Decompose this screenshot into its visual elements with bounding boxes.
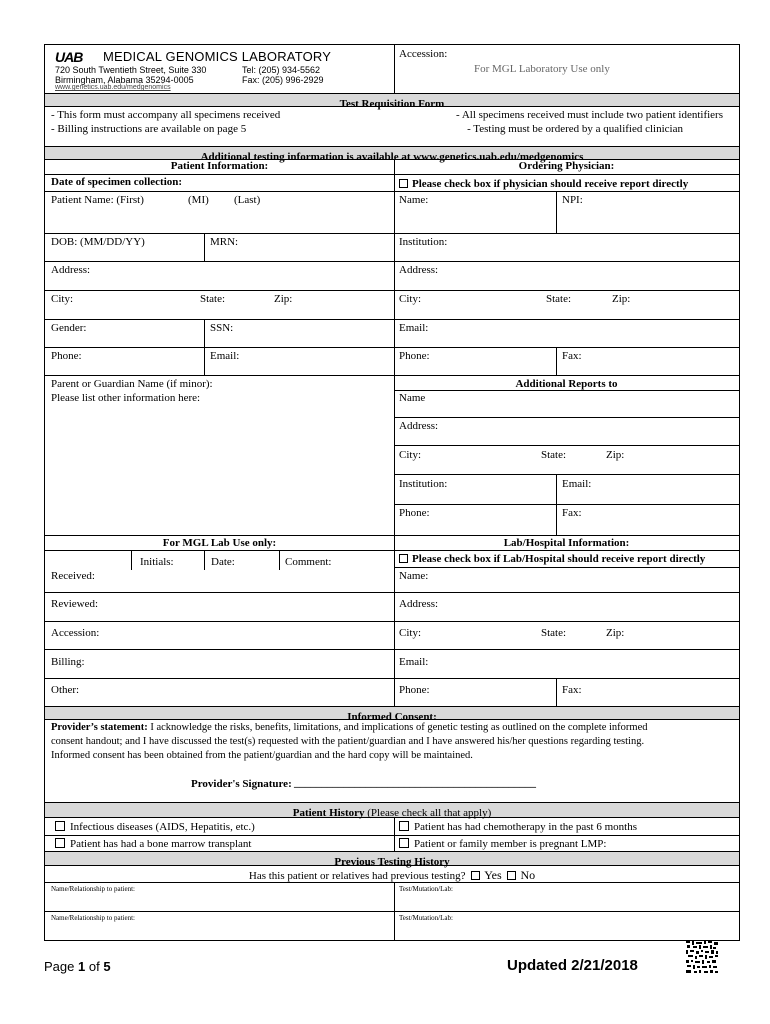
previous-testing-no-label: No: [520, 868, 536, 882]
physician-state-label: State:: [546, 293, 572, 305]
accession-label: Accession:: [399, 48, 448, 60]
lab-hospital-address-label: Address:: [399, 598, 439, 610]
dob-label: DOB: (MM/DD/YY): [51, 236, 145, 248]
additional-info-note: Additional testing information is available at www.genetics.uab.edu/medgenomics: [200, 151, 584, 163]
physician-institution-label: Institution:: [399, 236, 448, 248]
patient-name-mi-label: (MI): [188, 194, 209, 206]
additional-phone-label: Phone:: [399, 507, 430, 519]
barcode-icon: [686, 941, 718, 973]
additional-zip-label: Zip:: [606, 449, 625, 461]
patient-name-first-label: Patient Name: (First): [51, 194, 144, 206]
previous-testing-yes-label: Yes: [484, 868, 502, 882]
history-pregnant-checkbox[interactable]: [399, 838, 409, 848]
patient-name-last-label: (Last): [234, 194, 261, 206]
requisition-title: Test Requisition Form: [339, 98, 445, 110]
previous-testing-question-row: [45, 868, 739, 883]
history-infectious-checkbox[interactable]: [55, 821, 65, 831]
lab-use-other: Other:: [51, 684, 80, 696]
test-mutation-label-1: Test/Mutation/Lab:: [399, 885, 453, 893]
other-info-field[interactable]: [49, 405, 389, 533]
patient-info-heading: Patient Information:: [170, 160, 269, 172]
additional-name-label: Name: [399, 392, 426, 404]
mrn-label: MRN:: [210, 236, 239, 248]
lab-hospital-checkbox-row[interactable]: [399, 553, 705, 565]
additional-fax-label: Fax:: [562, 507, 582, 519]
lab-use-billing: Billing:: [51, 656, 85, 668]
additional-institution-label: Institution:: [399, 478, 448, 490]
physician-name-label: Name:: [399, 194, 429, 206]
patient-phone-label: Phone:: [51, 350, 82, 362]
additional-reports-heading: Additional Reports to: [515, 378, 618, 390]
lab-address-line1: 720 South Twentieth Street, Suite 330: [55, 65, 207, 75]
consent-statement-line2: consent handout; and I have discussed the test(s) requested with the patient/guardian and I have answered his/her questions regarding testing.: [51, 736, 645, 747]
ordering-physician-heading: Ordering Physician:: [518, 160, 615, 172]
lab-use-initials-label: Initials:: [140, 556, 174, 568]
other-info-label: Please list other information here:: [51, 392, 201, 404]
consent-statement-line1: Provider’s statement: I acknowledge the risks, benefits, limitations, and implications of genetic testing as outlined on the complete informed: [51, 722, 648, 733]
physician-address-label: Address:: [399, 264, 439, 276]
lab-use-reviewed: Reviewed:: [51, 598, 99, 610]
physician-report-checkbox-label: Please check box if physician should receive report directly: [412, 178, 689, 190]
lab-use-received: Received:: [51, 570, 95, 582]
updated-date: Updated 2/21/2018: [507, 957, 638, 974]
lab-hospital-heading: Lab/Hospital Information:: [503, 537, 630, 549]
previous-testing-no-checkbox[interactable]: [507, 871, 516, 880]
gender-label: Gender:: [51, 322, 87, 334]
note-clinician: - Testing must be ordered by a qualified clinician: [467, 123, 683, 135]
lab-hospital-state-label: State:: [541, 627, 567, 639]
history-marrow-checkbox[interactable]: [55, 838, 65, 848]
history-marrow-row[interactable]: Patient has had a bone marrow transplant: [55, 838, 251, 850]
lab-website[interactable]: www.genetics.uab.edu/medgenomics: [55, 84, 171, 91]
physician-npi-field[interactable]: [559, 207, 735, 231]
additional-state-label: State:: [541, 449, 567, 461]
lab-hospital-city-label: City:: [399, 627, 422, 639]
patient-city-label: City:: [51, 293, 74, 305]
lab-hospital-fax-label: Fax:: [562, 684, 582, 696]
lab-hospital-email-label: Email:: [399, 656, 429, 668]
lab-hospital-name-label: Name:: [399, 570, 429, 582]
physician-report-checkbox-row[interactable]: [399, 178, 688, 190]
provider-signature-label: Provider's Signature:: [191, 778, 292, 790]
patient-zip-label: Zip:: [274, 293, 293, 305]
consent-statement-line3: Informed consent has been obtained from the patient/guardian and the hard copy will be maintained.: [51, 750, 473, 761]
accession-field[interactable]: [465, 47, 735, 61]
physician-email-label: Email:: [399, 322, 429, 334]
history-chemo-checkbox[interactable]: [399, 821, 409, 831]
ssn-label: SSN:: [210, 322, 234, 334]
history-infectious-row[interactable]: Infectious diseases (AIDS, Hepatitis, etc.): [55, 821, 255, 833]
lab-hospital-phone-label: Phone:: [399, 684, 430, 696]
note-identifiers: - All specimens received must include two patient identifiers: [456, 109, 723, 121]
guardian-label: Parent or Guardian Name (if minor):: [51, 378, 213, 390]
lab-fax: Fax: (205) 996-2929: [242, 75, 324, 85]
previous-testing-question: Has this patient or relatives had previous testing?: [248, 870, 466, 882]
lab-address-line2: Birmingham, Alabama 35294-0005: [55, 75, 194, 85]
note-accompany: - This form must accompany all specimens received: [51, 109, 281, 121]
consent-heading: Informed Consent:: [347, 711, 437, 723]
lab-use-accession: Accession:: [51, 627, 100, 639]
patient-name-field[interactable]: [49, 207, 389, 231]
test-mutation-label-2: Test/Mutation/Lab:: [399, 914, 453, 922]
physician-report-checkbox[interactable]: [399, 179, 408, 188]
lab-name: MEDICAL GENOMICS LABORATORY: [103, 49, 332, 64]
lab-hospital-checkbox-label: Please check box if Lab/Hospital should receive report directly: [412, 553, 706, 565]
additional-city-label: City:: [399, 449, 422, 461]
page-indicator: Page 1 of 5: [44, 959, 111, 974]
lab-use-comment-label: Comment:: [285, 556, 332, 568]
lab-use-heading: For MGL Lab Use only:: [162, 537, 277, 549]
requisition-form: [44, 44, 740, 941]
lab-hospital-zip-label: Zip:: [606, 627, 625, 639]
patient-history-heading: Patient History (Please check all that apply): [292, 807, 492, 819]
previous-testing-heading: Previous Testing History: [334, 856, 450, 868]
name-relationship-label-2: Name/Relationship to patient:: [51, 914, 135, 922]
physician-phone-label: Phone:: [399, 350, 430, 362]
provider-signature-line[interactable]: ____________________________________________: [294, 777, 536, 789]
patient-state-label: State:: [200, 293, 226, 305]
history-pregnant-row[interactable]: Patient or family member is pregnant LMP:: [399, 838, 606, 850]
additional-email-label: Email:: [562, 478, 592, 490]
history-chemo-row[interactable]: Patient has had chemotherapy in the past 6 months: [399, 821, 637, 833]
lab-use-date-label: Date:: [211, 556, 235, 568]
consent-statement-label: Provider’s statement:: [51, 722, 148, 733]
name-relationship-label-1: Name/Relationship to patient:: [51, 885, 135, 893]
physician-npi-label: NPI:: [562, 194, 583, 206]
lab-hospital-checkbox[interactable]: [399, 554, 408, 563]
date-collection-label: Date of specimen collection:: [51, 176, 183, 188]
physician-fax-label: Fax:: [562, 350, 582, 362]
physician-city-label: City:: [399, 293, 422, 305]
patient-address-label: Address:: [51, 264, 91, 276]
uab-logo: UAB: [55, 49, 83, 65]
previous-testing-yes-checkbox[interactable]: [471, 871, 480, 880]
physician-name-field[interactable]: [397, 207, 553, 231]
lab-phone: Tel: (205) 934-5562: [242, 65, 321, 75]
physician-zip-label: Zip:: [612, 293, 631, 305]
additional-address-label: Address:: [399, 420, 439, 432]
note-billing: - Billing instructions are available on page 5: [51, 123, 247, 135]
lab-use-only-note: For MGL Laboratory Use only: [474, 63, 610, 75]
patient-email-label: Email:: [210, 350, 240, 362]
